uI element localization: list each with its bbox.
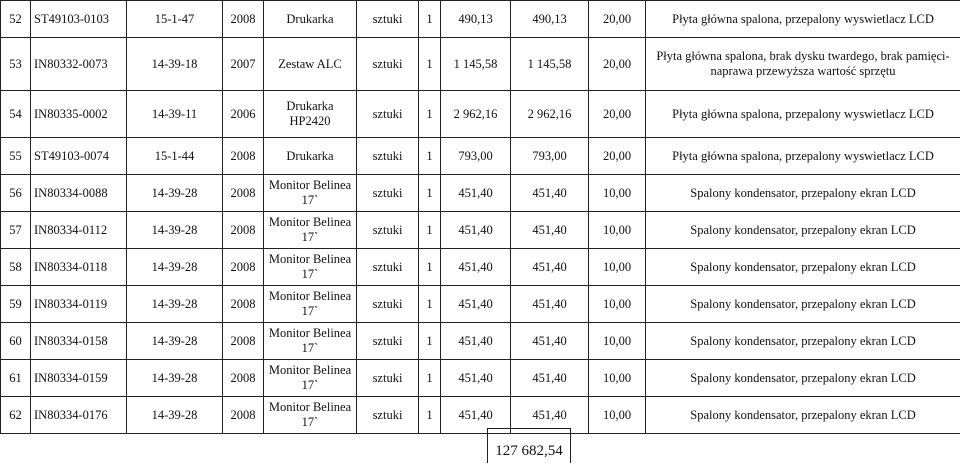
value: 451,40 xyxy=(511,212,589,249)
row-number: 58 xyxy=(1,249,31,286)
inventory-number: IN80334-0119 xyxy=(31,286,127,323)
row-number: 55 xyxy=(1,138,31,175)
unit: sztuki xyxy=(357,397,419,434)
row-number: 62 xyxy=(1,397,31,434)
inventory-number: ST49103-0074 xyxy=(31,138,127,175)
year: 2008 xyxy=(223,323,264,360)
description: Spalony kondensator, przepalony ekran LCD xyxy=(646,360,960,397)
value: 451,40 xyxy=(511,323,589,360)
year: 2006 xyxy=(223,91,264,138)
table-row xyxy=(1,249,960,286)
inventory-number: ST49103-0103 xyxy=(31,1,127,38)
unit: sztuki xyxy=(357,138,419,175)
description: Spalony kondensator, przepalony ekran LCD xyxy=(646,249,960,286)
description: Płyta główna spalona, brak dysku twardego, brak pamięci- naprawa przewyższa wartość sprzętu xyxy=(646,38,960,91)
grand-total: 127 682,54 xyxy=(487,428,571,463)
kst-code: 14-39-28 xyxy=(127,360,223,397)
table-row xyxy=(1,212,960,249)
year: 2008 xyxy=(223,397,264,434)
row-number: 56 xyxy=(1,175,31,212)
quantity: 1 xyxy=(419,323,441,360)
kst-code: 15-1-44 xyxy=(127,138,223,175)
item-name: Drukarka xyxy=(264,1,357,38)
year: 2008 xyxy=(223,249,264,286)
row-number: 52 xyxy=(1,1,31,38)
table-row xyxy=(1,1,960,38)
rate: 20,00 xyxy=(589,38,646,91)
unit: sztuki xyxy=(357,360,419,397)
rate: 10,00 xyxy=(589,175,646,212)
year: 2008 xyxy=(223,212,264,249)
value: 793,00 xyxy=(511,138,589,175)
unit: sztuki xyxy=(357,286,419,323)
year: 2008 xyxy=(223,175,264,212)
table-row xyxy=(1,91,960,138)
unit: sztuki xyxy=(357,249,419,286)
value: 451,40 xyxy=(511,397,589,434)
unit-price: 490,13 xyxy=(441,1,511,38)
inventory-number: IN80334-0118 xyxy=(31,249,127,286)
unit-price: 451,40 xyxy=(441,175,511,212)
unit-price: 451,40 xyxy=(441,397,511,434)
rate: 20,00 xyxy=(589,91,646,138)
kst-code: 14-39-28 xyxy=(127,397,223,434)
rate: 10,00 xyxy=(589,397,646,434)
unit-price: 2 962,16 xyxy=(441,91,511,138)
kst-code: 14-39-28 xyxy=(127,175,223,212)
rate: 20,00 xyxy=(589,138,646,175)
kst-code: 14-39-28 xyxy=(127,323,223,360)
table-row xyxy=(1,397,960,434)
unit-price: 451,40 xyxy=(441,323,511,360)
description: Spalony kondensator, przepalony ekran LCD xyxy=(646,286,960,323)
table-row xyxy=(1,38,960,91)
description: Płyta główna spalona, przepalony wyswietlacz LCD xyxy=(646,91,960,138)
rate: 20,00 xyxy=(589,1,646,38)
item-name: Monitor Belinea 17` xyxy=(264,397,357,434)
table-row xyxy=(1,323,960,360)
description: Spalony kondensator, przepalony ekran LCD xyxy=(646,397,960,434)
item-name: Monitor Belinea 17` xyxy=(264,286,357,323)
item-name: Monitor Belinea 17` xyxy=(264,249,357,286)
rate: 10,00 xyxy=(589,249,646,286)
year: 2007 xyxy=(223,38,264,91)
item-name: Monitor Belinea 17` xyxy=(264,323,357,360)
unit-price: 1 145,58 xyxy=(441,38,511,91)
quantity: 1 xyxy=(419,249,441,286)
quantity: 1 xyxy=(419,286,441,323)
rate: 10,00 xyxy=(589,360,646,397)
description: Spalony kondensator, przepalony ekran LCD xyxy=(646,323,960,360)
quantity: 1 xyxy=(419,91,441,138)
table-row xyxy=(1,286,960,323)
item-name: Monitor Belinea 17` xyxy=(264,175,357,212)
item-name: Monitor Belinea 17` xyxy=(264,360,357,397)
description: Płyta główna spalona, przepalony wyswietlacz LCD xyxy=(646,1,960,38)
unit-price: 793,00 xyxy=(441,138,511,175)
row-number: 53 xyxy=(1,38,31,91)
kst-code: 14-39-28 xyxy=(127,286,223,323)
unit-price: 451,40 xyxy=(441,286,511,323)
value: 451,40 xyxy=(511,175,589,212)
quantity: 1 xyxy=(419,38,441,91)
row-number: 59 xyxy=(1,286,31,323)
unit: sztuki xyxy=(357,212,419,249)
description: Spalony kondensator, przepalony ekran LCD xyxy=(646,212,960,249)
inventory-number: IN80334-0158 xyxy=(31,323,127,360)
value: 451,40 xyxy=(511,249,589,286)
quantity: 1 xyxy=(419,212,441,249)
year: 2008 xyxy=(223,360,264,397)
row-number: 54 xyxy=(1,91,31,138)
unit: sztuki xyxy=(357,38,419,91)
year: 2008 xyxy=(223,286,264,323)
quantity: 1 xyxy=(419,1,441,38)
value: 2 962,16 xyxy=(511,91,589,138)
item-name: Drukarka HP2420 xyxy=(264,91,357,138)
description: Spalony kondensator, przepalony ekran LCD xyxy=(646,175,960,212)
unit: sztuki xyxy=(357,323,419,360)
inventory-number: IN80334-0176 xyxy=(31,397,127,434)
kst-code: 14-39-18 xyxy=(127,38,223,91)
value: 451,40 xyxy=(511,286,589,323)
kst-code: 14-39-28 xyxy=(127,212,223,249)
unit-price: 451,40 xyxy=(441,360,511,397)
inventory-number: IN80334-0112 xyxy=(31,212,127,249)
value: 1 145,58 xyxy=(511,38,589,91)
quantity: 1 xyxy=(419,175,441,212)
inventory-number: IN80335-0002 xyxy=(31,91,127,138)
year: 2008 xyxy=(223,138,264,175)
row-number: 61 xyxy=(1,360,31,397)
inventory-number: IN80332-0073 xyxy=(31,38,127,91)
table-row xyxy=(1,138,960,175)
description: Płyta główna spalona, przepalony wyswietlacz LCD xyxy=(646,138,960,175)
unit-price: 451,40 xyxy=(441,212,511,249)
unit: sztuki xyxy=(357,1,419,38)
value: 490,13 xyxy=(511,1,589,38)
value: 451,40 xyxy=(511,360,589,397)
item-name: Zestaw ALC xyxy=(264,38,357,91)
quantity: 1 xyxy=(419,360,441,397)
quantity: 1 xyxy=(419,138,441,175)
rate: 10,00 xyxy=(589,323,646,360)
item-name: Monitor Belinea 17` xyxy=(264,212,357,249)
table-row xyxy=(1,360,960,397)
row-number: 57 xyxy=(1,212,31,249)
table-row xyxy=(1,175,960,212)
rate: 10,00 xyxy=(589,212,646,249)
item-name: Drukarka xyxy=(264,138,357,175)
unit-price: 451,40 xyxy=(441,249,511,286)
unit: sztuki xyxy=(357,91,419,138)
kst-code: 15-1-47 xyxy=(127,1,223,38)
year: 2008 xyxy=(223,1,264,38)
unit: sztuki xyxy=(357,175,419,212)
inventory-number: IN80334-0088 xyxy=(31,175,127,212)
rate: 10,00 xyxy=(589,286,646,323)
kst-code: 14-39-11 xyxy=(127,91,223,138)
quantity: 1 xyxy=(419,397,441,434)
row-number: 60 xyxy=(1,323,31,360)
kst-code: 14-39-28 xyxy=(127,249,223,286)
inventory-number: IN80334-0159 xyxy=(31,360,127,397)
